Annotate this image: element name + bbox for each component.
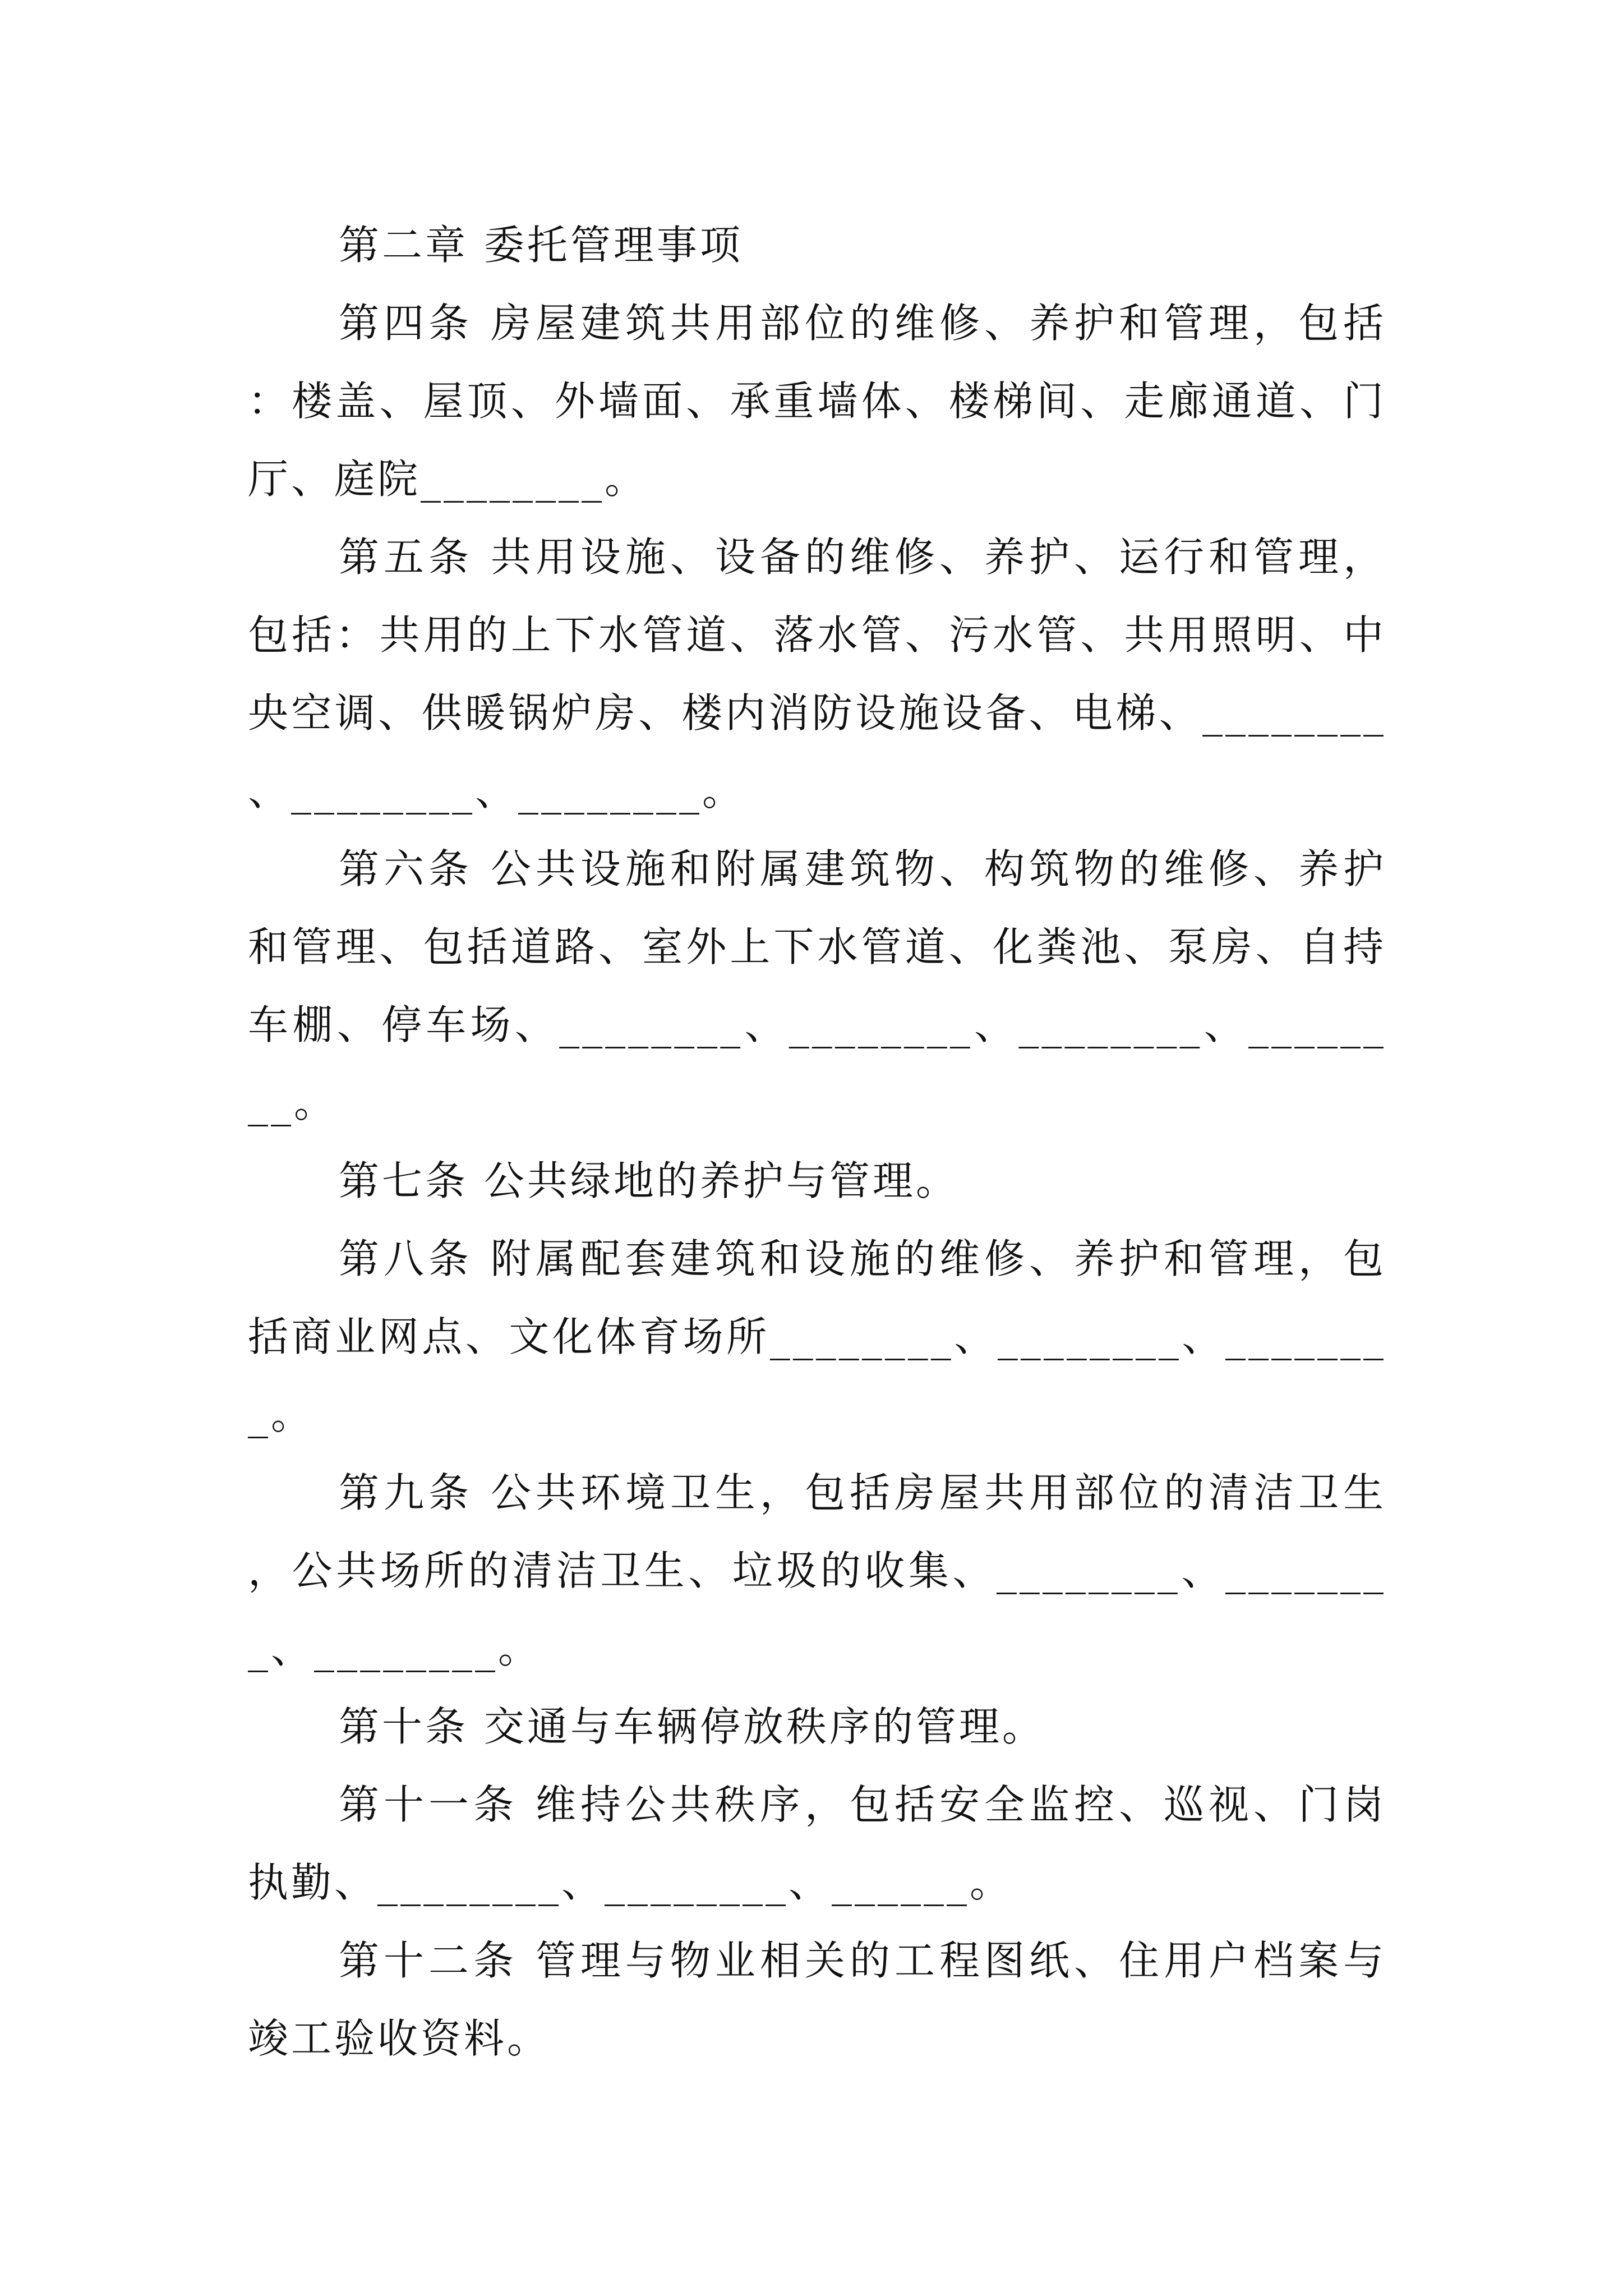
article-6: 第六条 公共设施和附属建筑物、构筑物的维修、养护和管理、包括道路、室外上下水管道、化粪池、泵房、自持车棚、停车场、________、________、________、________。 xyxy=(248,845,1386,1126)
article-11: 第十一条 维持公共秩序，包括安全监控、巡视、门岗执勤、________、________、______。 xyxy=(248,1781,1386,1906)
article-5: 第五条 共用设施、设备的维修、养护、运行和管理，包括：共用的上下水管道、落水管、污水管、共用照明、中央空调、供暖锅炉房、楼内消防设施设备、电梯、________、________、________。 xyxy=(248,533,1386,815)
chapter-heading: 第二章 委托管理事项 xyxy=(339,222,743,269)
article-7: 第七条 公共绿地的养护与管理。 xyxy=(339,1157,959,1204)
article-12: 第十二条 管理与物业相关的工程图纸、住用户档案与竣工验收资料。 xyxy=(248,1937,1386,2062)
article-10: 第十条 交通与车辆停放秩序的管理。 xyxy=(339,1703,1045,1750)
article-8: 第八条 附属配套建筑和设施的维修、养护和管理，包括商业网点、文化体育场所________、________、________。 xyxy=(248,1235,1386,1438)
document-body xyxy=(248,206,1386,2078)
article-9: 第九条 公共环境卫生，包括房屋共用部位的清洁卫生，公共场所的清洁卫生、垃圾的收集、________、________、________。 xyxy=(248,1469,1386,1672)
article-4: 第四条 房屋建筑共用部位的维修、养护和管理，包括：楼盖、屋顶、外墙面、承重墙体、楼梯间、走廊通道、门厅、庭院________。 xyxy=(248,300,1386,503)
